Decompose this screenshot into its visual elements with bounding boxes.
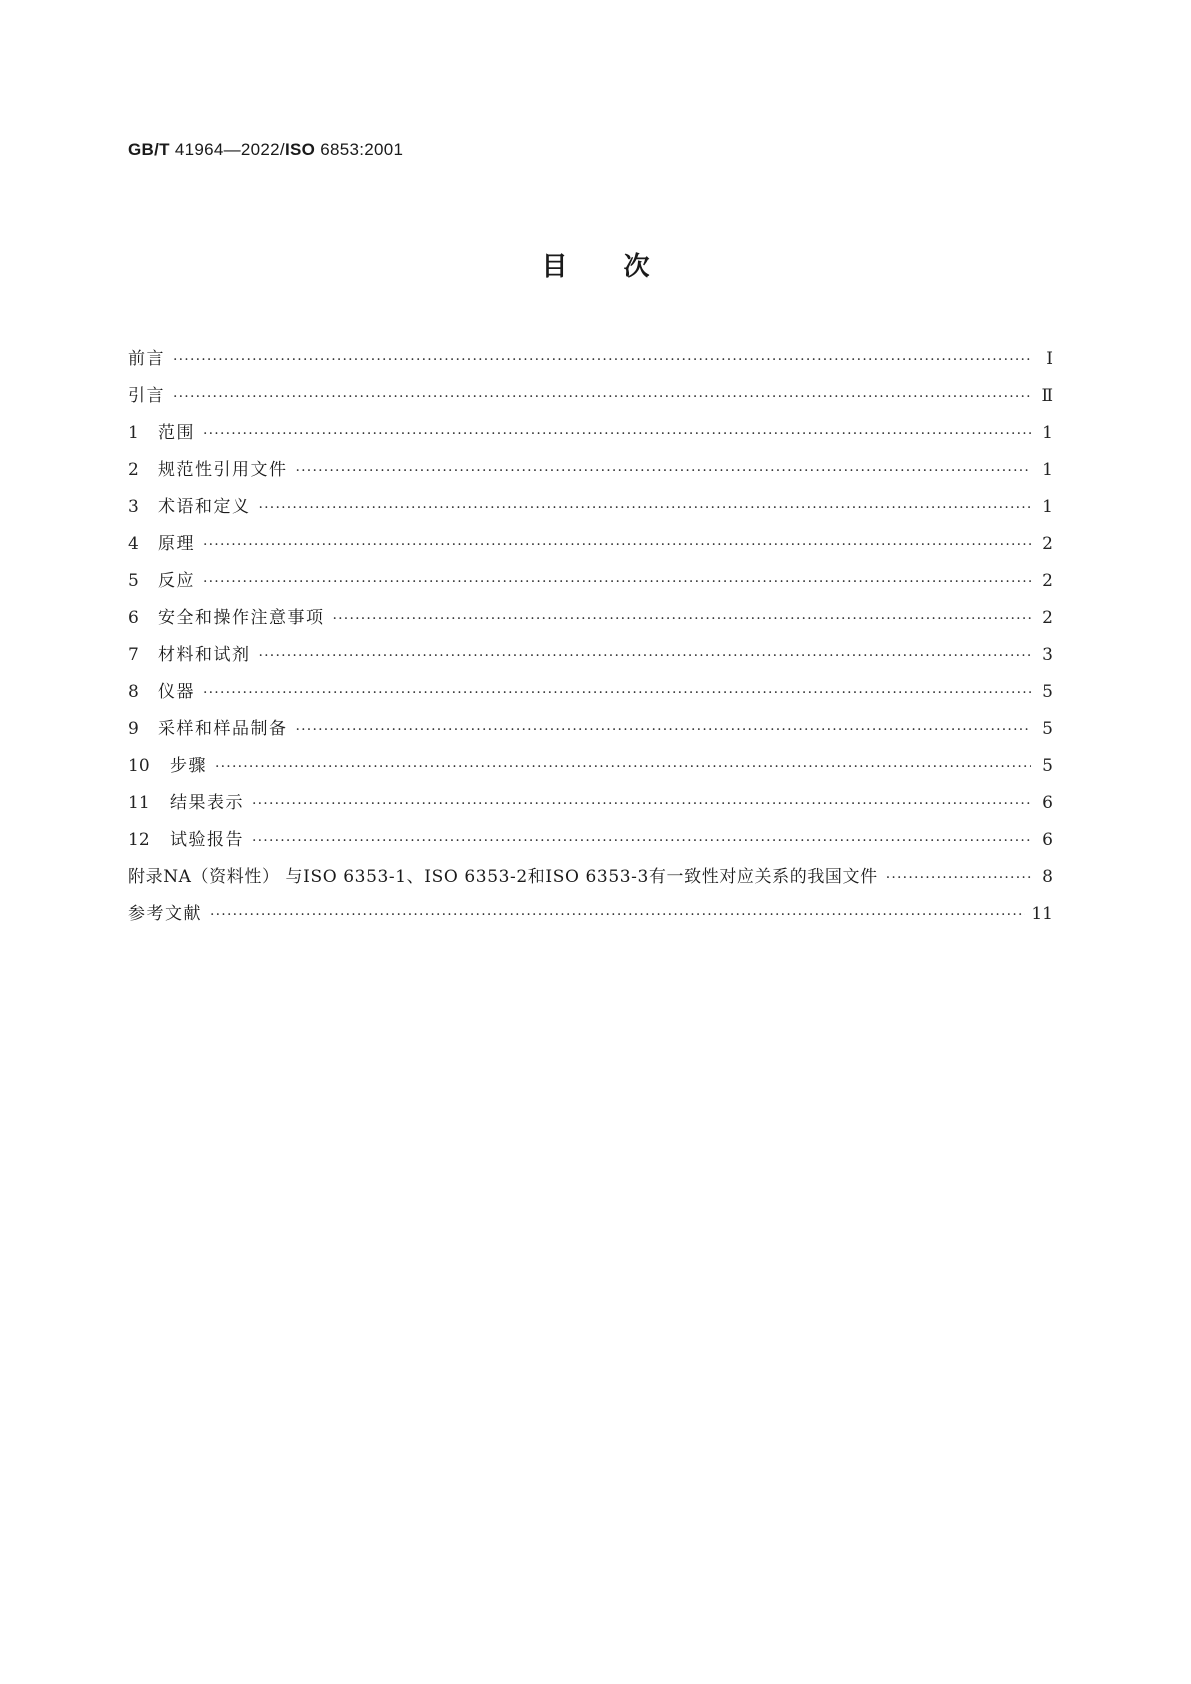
toc-leader-dots — [333, 601, 1032, 638]
toc-number: 10 — [128, 756, 150, 776]
toc-leader-dots — [203, 416, 1031, 453]
toc-row-foreword[interactable] — [128, 341, 1053, 378]
toc-leader-dots — [259, 638, 1032, 675]
toc-leader-dots — [296, 453, 1032, 490]
toc-number: 1 — [128, 423, 139, 443]
toc-label: 范围 — [158, 423, 195, 443]
standard-number: 41964—2022/ — [174, 140, 285, 159]
toc-number: 12 — [128, 830, 150, 850]
toc-label: 规范性引用文件 — [158, 460, 288, 480]
toc-leader-dots — [252, 823, 1031, 860]
toc-leader-dots — [296, 712, 1032, 749]
toc-page-number: 2 — [1042, 571, 1053, 591]
toc-label: 材料和试剂 — [158, 645, 251, 665]
toc-leader-dots — [215, 749, 1031, 786]
toc-label: 试验报告 — [170, 830, 244, 850]
toc-label: 采样和样品制备 — [158, 719, 288, 739]
toc-row-3[interactable] — [128, 489, 1053, 526]
toc-number: 2 — [128, 460, 139, 480]
toc-row-bibliography[interactable] — [128, 896, 1053, 933]
toc-page-number: 11 — [1031, 904, 1053, 924]
toc-leader-dots — [252, 786, 1031, 823]
toc-row-1[interactable] — [128, 415, 1053, 452]
toc-page-number: 5 — [1042, 719, 1053, 739]
toc-label: 反应 — [158, 571, 195, 591]
toc-leader-dots — [203, 675, 1031, 712]
toc-leader-dots — [173, 342, 1031, 379]
toc-label: 引言 — [128, 386, 165, 406]
toc-label: 安全和操作注意事项 — [158, 608, 325, 628]
toc-label: 仪器 — [158, 682, 195, 702]
toc-row-7[interactable] — [128, 637, 1053, 674]
toc-row-8[interactable] — [128, 674, 1053, 711]
iso-number: 6853:2001 — [320, 140, 404, 159]
toc-label: 术语和定义 — [158, 497, 251, 517]
toc-leader-dots — [210, 897, 1025, 934]
toc-row-12[interactable] — [128, 822, 1053, 859]
toc-page-number: 3 — [1042, 645, 1053, 665]
toc-number: 6 — [128, 608, 139, 628]
toc-page-number: 6 — [1042, 830, 1053, 850]
toc-leader-dots — [203, 527, 1031, 564]
toc-page-number: 5 — [1042, 682, 1053, 702]
toc-row-5[interactable] — [128, 563, 1053, 600]
toc-page-number: Ⅱ — [1041, 386, 1053, 406]
toc-page-number: 1 — [1042, 423, 1053, 443]
page-title: 目次 — [541, 252, 706, 282]
toc-leader-dots — [259, 490, 1032, 527]
toc-row-6[interactable] — [128, 600, 1053, 637]
toc-row-9[interactable] — [128, 711, 1053, 748]
toc-page-number: Ⅰ — [1046, 349, 1053, 369]
toc-page-number: 5 — [1042, 756, 1053, 776]
toc-list — [128, 341, 1053, 933]
toc-leader-dots — [886, 860, 1031, 897]
toc-page-number: 6 — [1042, 793, 1053, 813]
toc-row-4[interactable] — [128, 526, 1053, 563]
toc-page-number: 2 — [1042, 534, 1053, 554]
toc-number: 5 — [128, 571, 139, 591]
toc-page-number: 2 — [1042, 608, 1053, 628]
toc-number: 9 — [128, 719, 139, 739]
toc-leader-dots — [173, 379, 1031, 416]
toc-number: 11 — [128, 793, 150, 813]
toc-number: 8 — [128, 682, 139, 702]
toc-number: 3 — [128, 497, 139, 517]
toc-page-number: 1 — [1042, 497, 1053, 517]
toc-page-number: 1 — [1042, 460, 1053, 480]
toc-label: 步骤 — [170, 756, 207, 776]
toc-page-number: 8 — [1042, 867, 1053, 887]
toc-row-annex-na[interactable] — [128, 859, 1053, 896]
standard-prefix: GB/T — [128, 140, 170, 159]
toc-label: 参考文献 — [128, 904, 202, 924]
toc-row-10[interactable] — [128, 748, 1053, 785]
toc-label: 结果表示 — [170, 793, 244, 813]
toc-leader-dots — [203, 564, 1031, 601]
toc-number: 4 — [128, 534, 139, 554]
iso-prefix: ISO — [284, 140, 316, 159]
toc-row-introduction[interactable] — [128, 378, 1053, 415]
toc-row-11[interactable] — [128, 785, 1053, 822]
toc-row-2[interactable] — [128, 452, 1053, 489]
toc-number: 7 — [128, 645, 139, 665]
toc-label: 前言 — [128, 349, 165, 369]
toc-label: 附录NA（资料性） 与ISO 6353-1、ISO 6353-2和ISO 6353-3有一致性对应关系的我国文件 — [128, 867, 878, 887]
toc-label: 原理 — [158, 534, 195, 554]
standard-header — [128, 140, 403, 160]
